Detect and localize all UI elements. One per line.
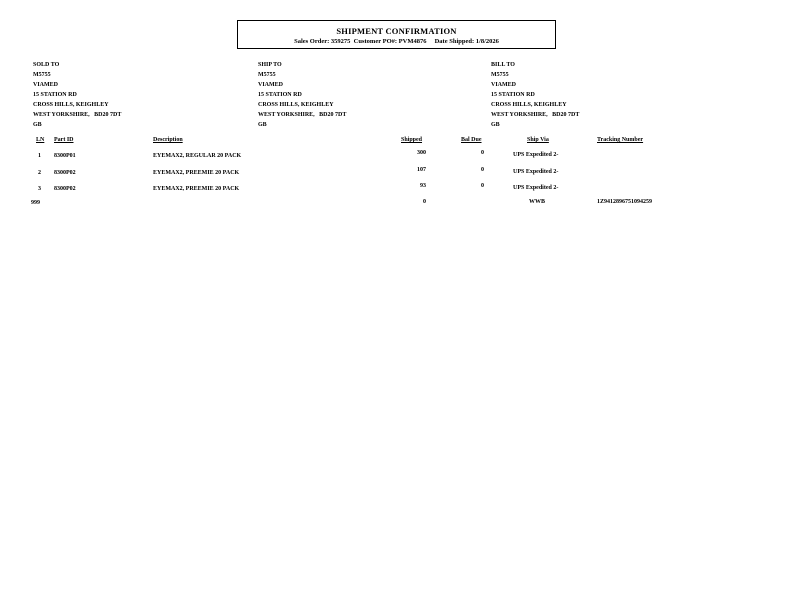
sold-to-line: VIAMED: [33, 82, 58, 88]
cell-description: EYEMAX2, PREEMIE 20 PACK: [153, 186, 240, 192]
cell-bal-due: 0: [481, 150, 484, 156]
cell-description: EYEMAX2, PREEMIE 20 PACK: [153, 170, 240, 176]
cell-shipped: 300: [417, 150, 426, 156]
ship-to-line: CROSS HILLS, KEIGHLEY: [258, 102, 334, 108]
cell-ship-via: WWB: [529, 199, 546, 205]
ship-to-line: M5755: [258, 72, 276, 78]
ship-to-line: 15 STATION RD: [258, 92, 302, 98]
cell-ship-via: UPS Expedited 2-: [513, 185, 559, 191]
cell-bal-due: 0: [481, 167, 484, 173]
cell-ln: 999: [31, 200, 40, 206]
header-part-id: Part ID: [54, 137, 74, 143]
sold-to-line: GB: [33, 122, 42, 128]
ship-to-label: SHIP TO: [258, 62, 282, 68]
cell-tracking-number: 1Z9412896751094259: [597, 199, 653, 205]
bill-to-line: M5755: [491, 72, 509, 78]
sold-to-line: WEST YORKSHIRE, BD20 7DT: [33, 112, 122, 118]
ship-to-block: [258, 60, 346, 130]
cell-ln: 2: [38, 170, 41, 176]
cell-part-id: 8300P02: [54, 170, 76, 176]
header-ln: LN: [36, 137, 45, 143]
cell-ln: 1: [38, 153, 41, 159]
sold-to-label: SOLD TO: [33, 62, 60, 68]
sold-to-block: [33, 60, 121, 130]
sold-to-line: 15 STATION RD: [33, 92, 77, 98]
ship-to-line: VIAMED: [258, 82, 283, 88]
sold-to-line: CROSS HILLS, KEIGHLEY: [33, 102, 109, 108]
bill-to-label: BILL TO: [491, 62, 515, 68]
cell-description: EYEMAX2, REGULAR 20 PACK: [153, 153, 242, 159]
cell-shipped: 93: [420, 183, 426, 189]
page-title: SHIPMENT CONFIRMATION: [336, 26, 457, 36]
page-subtitle: Sales Order: 359275 Customer PO#: PVM4876 Date Shipped: 1/8/2026: [294, 38, 499, 45]
header-description: Description: [153, 137, 183, 143]
bill-to-line: GB: [491, 122, 500, 128]
bill-to-block: [491, 60, 579, 130]
ship-to-line: GB: [258, 122, 267, 128]
bill-to-line: 15 STATION RD: [491, 92, 535, 98]
header-ship-via: Ship Via: [527, 137, 549, 143]
cell-ship-via: UPS Expedited 2-: [513, 169, 559, 175]
cell-ln: 3: [38, 186, 41, 192]
header-shipped: Shipped: [401, 137, 423, 143]
cell-part-id: 8300P02: [54, 186, 76, 192]
header-bal-due: Bal Due: [461, 137, 482, 143]
cell-shipped: 107: [417, 167, 426, 173]
cell-shipped: 0: [423, 199, 426, 205]
cell-part-id: 8300P01: [54, 153, 76, 159]
cell-bal-due: 0: [481, 183, 484, 189]
ship-to-line: WEST YORKSHIRE, BD20 7DT: [258, 112, 347, 118]
title-box: [237, 20, 556, 49]
bill-to-line: VIAMED: [491, 82, 516, 88]
bill-to-line: WEST YORKSHIRE, BD20 7DT: [491, 112, 580, 118]
sold-to-line: M5755: [33, 72, 51, 78]
bill-to-line: CROSS HILLS, KEIGHLEY: [491, 102, 567, 108]
header-tracking-number: Tracking Number: [597, 137, 644, 143]
cell-ship-via: UPS Expedited 2-: [513, 152, 559, 158]
